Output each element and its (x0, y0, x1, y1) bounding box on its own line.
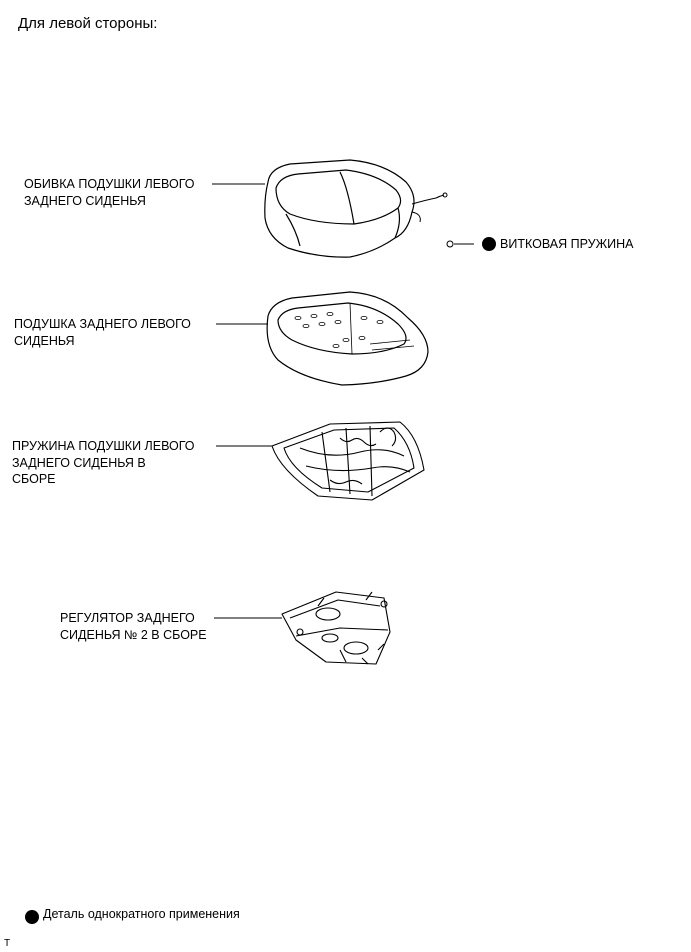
spring-assembly-drawing (272, 422, 424, 500)
label-adjuster-assembly: РЕГУЛЯТОР ЗАДНЕГО СИДЕНЬЯ № 2 В СБОРЕ (60, 611, 207, 642)
cushion-cover-drawing (265, 160, 447, 257)
figure-code: T (4, 938, 11, 949)
adjuster-assembly-drawing (282, 592, 390, 664)
cushion-pad-drawing (267, 292, 428, 385)
label-cushion-cover: ОБИВКА ПОДУШКИ ЛЕВОГО ЗАДНЕГО СИДЕНЬЯ (24, 177, 195, 208)
legend-text: Деталь однократного применения (43, 907, 240, 921)
page-title: Для левой стороны: (18, 15, 158, 32)
label-cushion-pad: ПОДУШКА ЗАДНЕГО ЛЕВОГО СИДЕНЬЯ (14, 317, 191, 348)
legend-marker-icon (25, 910, 39, 924)
label-spring-assembly: ПРУЖИНА ПОДУШКИ ЛЕВОГО ЗАДНЕГО СИДЕНЬЯ В СБОРЕ (12, 439, 195, 486)
non-reusable-marker-icon (482, 237, 496, 251)
label-coil-spring: ВИТКОВАЯ ПРУЖИНА (500, 237, 634, 251)
coil-spring-icon (447, 241, 453, 247)
